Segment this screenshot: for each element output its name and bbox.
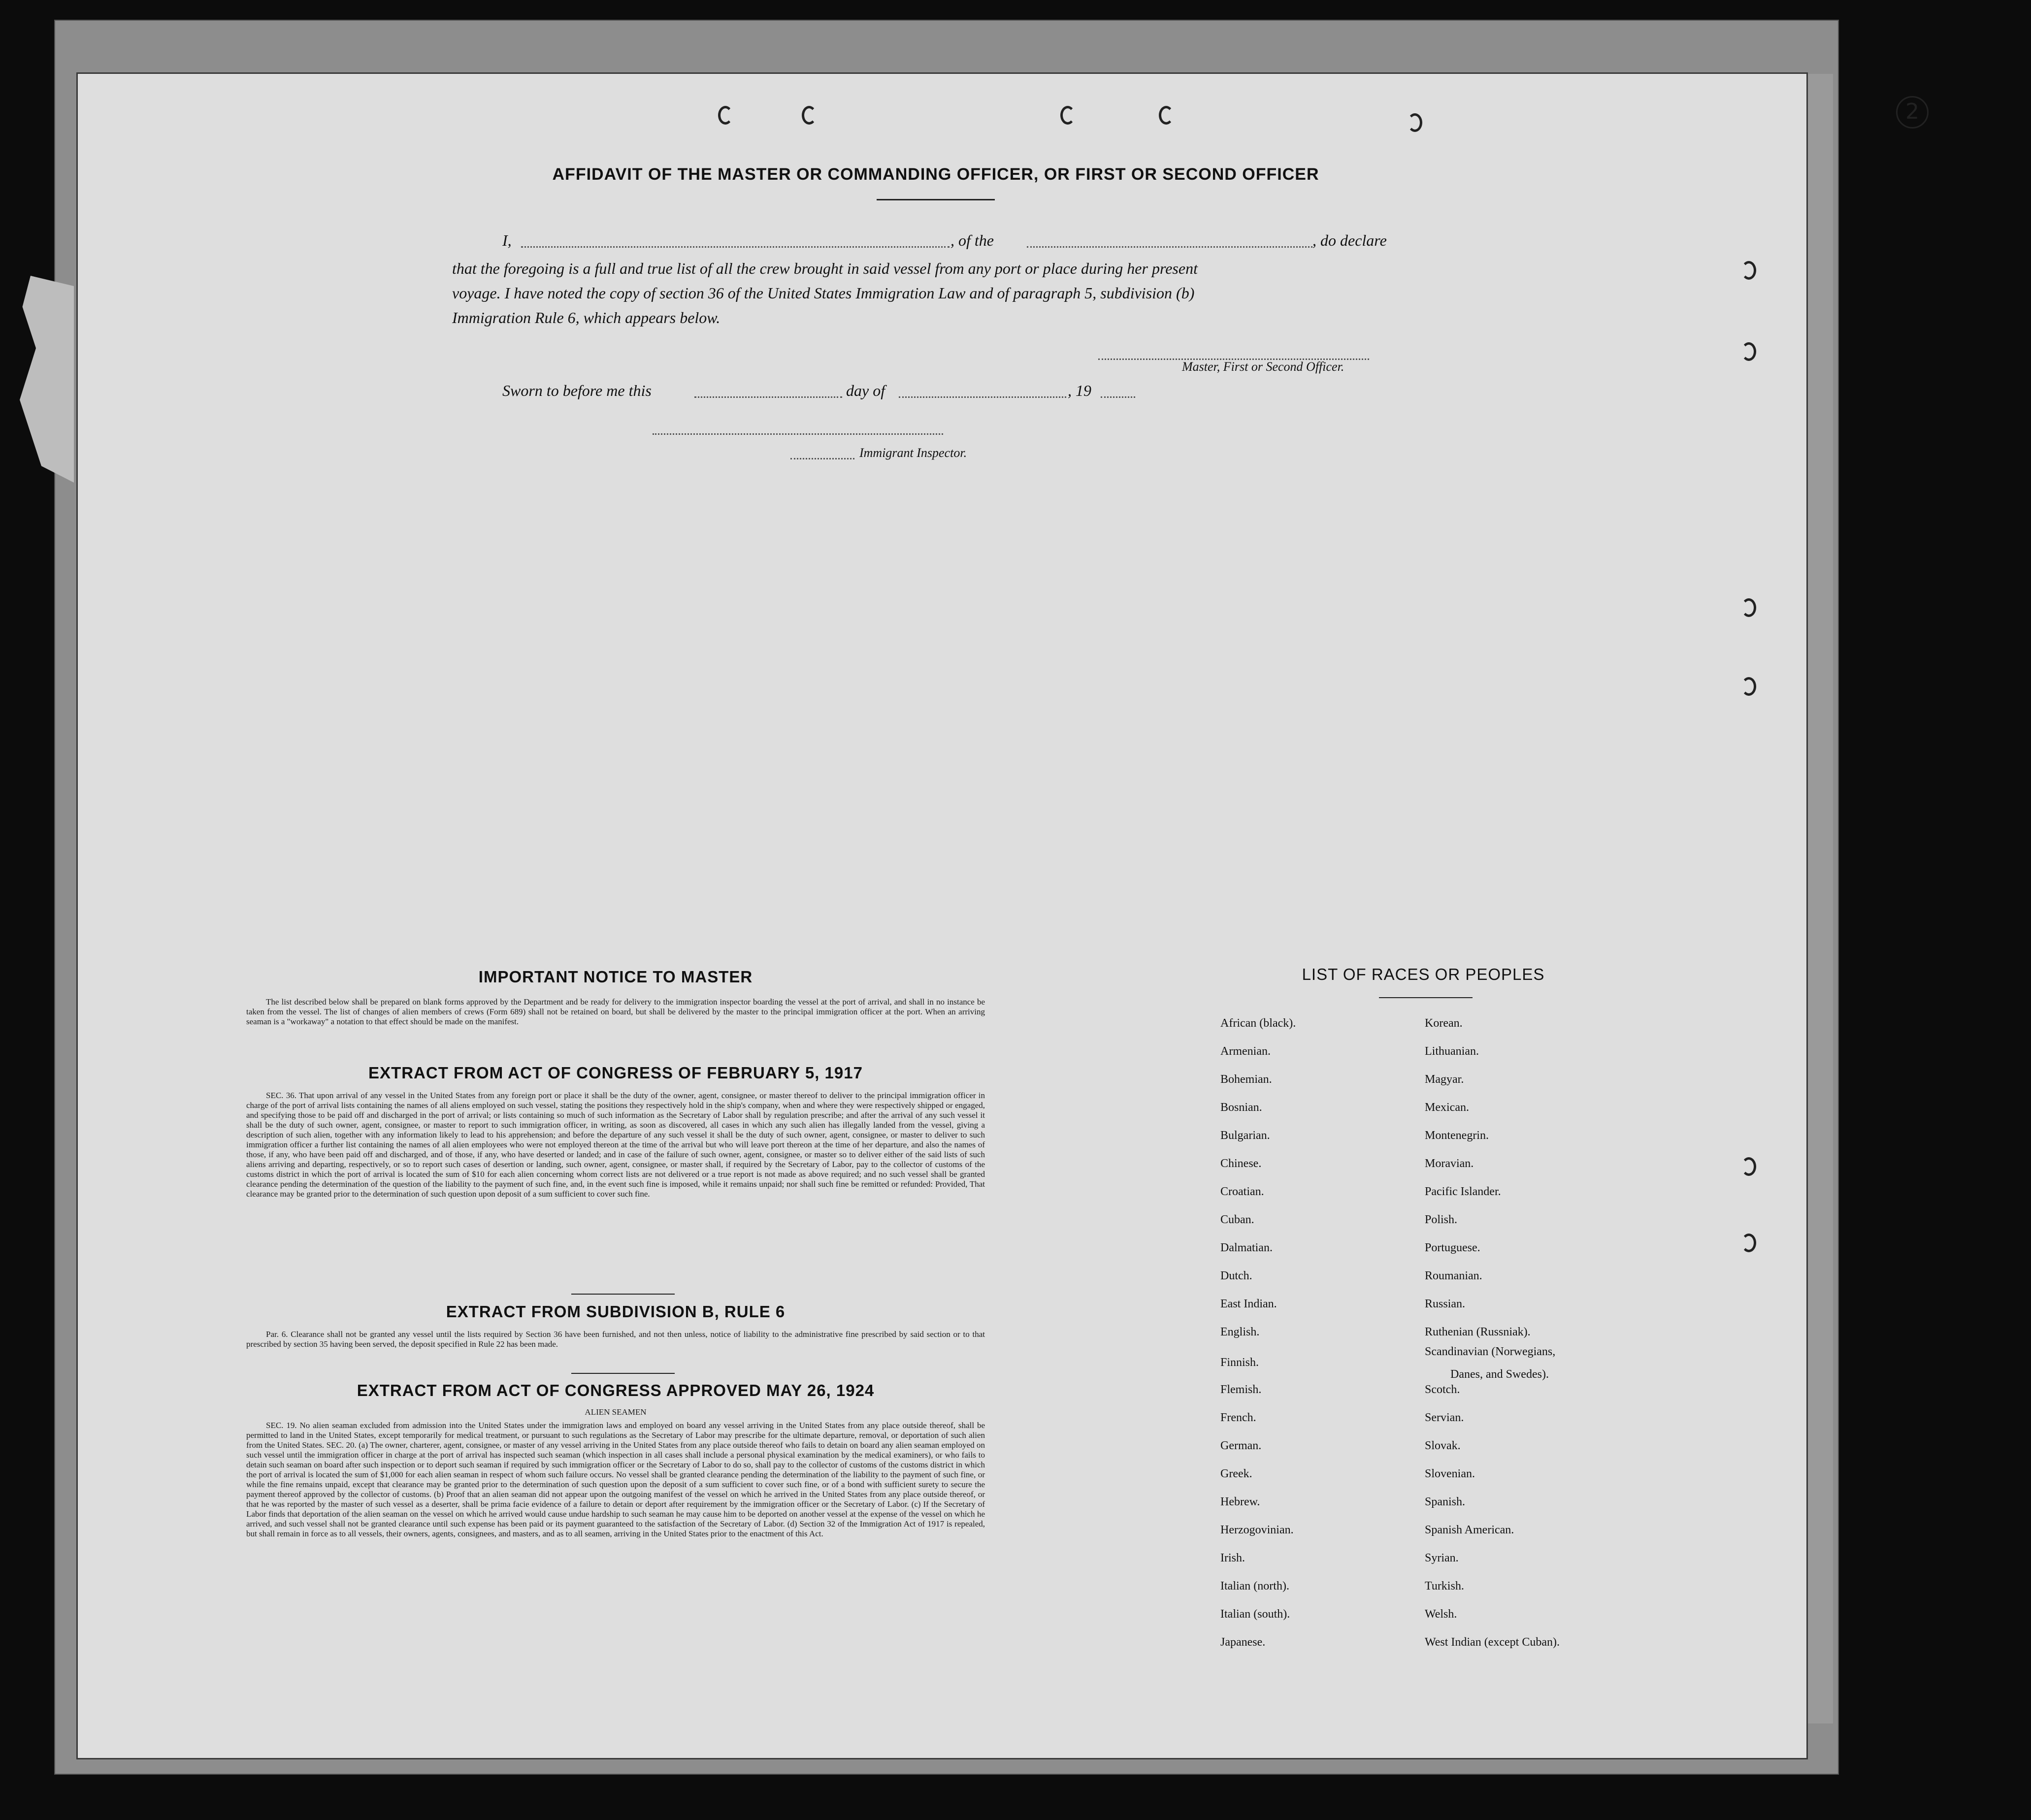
- race-right-8: Portuguese.: [1425, 1241, 1480, 1254]
- extract-1924-subtitle: ALIEN SEAMEN: [585, 1407, 647, 1417]
- affidavit-line-2: that the foregoing is a full and true list of all the crew brought in said vessel from any port or place during her present: [452, 260, 1198, 277]
- race-right-11: Ruthenian (Russniak).: [1425, 1326, 1531, 1338]
- race-left-5: Chinese.: [1220, 1157, 1262, 1170]
- race-left-0: African (black).: [1220, 1017, 1296, 1030]
- race-right-0: Korean.: [1425, 1017, 1463, 1030]
- race-left-6: Croatian.: [1220, 1185, 1264, 1198]
- race-left-7: Cuban.: [1220, 1213, 1254, 1226]
- punch-hole: [1741, 342, 1756, 361]
- race-right-20: Turkish.: [1425, 1580, 1464, 1592]
- race-left-15: German.: [1220, 1439, 1262, 1452]
- name-blank[interactable]: [521, 246, 950, 248]
- sworn-year-blank[interactable]: [1101, 396, 1135, 398]
- sworn-label: Sworn to before me this: [502, 382, 652, 399]
- punch-hole: [1060, 106, 1075, 125]
- race-right-21: Welsh.: [1425, 1608, 1457, 1621]
- inspector-signature-blank[interactable]: [653, 433, 943, 435]
- extract-1917-title: EXTRACT FROM ACT OF CONGRESS OF FEBRUARY 5, 1917: [368, 1064, 863, 1082]
- race-left-8: Dalmatian.: [1220, 1241, 1273, 1254]
- race-right-12: Scandinavian (Norwegians,: [1425, 1345, 1556, 1358]
- punch-hole: [1159, 106, 1174, 125]
- race-right-18: Spanish American.: [1425, 1524, 1514, 1536]
- race-left-21: Italian (south).: [1220, 1608, 1290, 1621]
- race-right-22: West Indian (except Cuban).: [1425, 1636, 1560, 1649]
- year-label: , 19: [1068, 382, 1091, 399]
- signer-label: Master, First or Second Officer.: [1182, 359, 1344, 374]
- race-left-1: Armenian.: [1220, 1045, 1271, 1058]
- race-left-11: English.: [1220, 1326, 1260, 1338]
- race-right-14: Servian.: [1425, 1411, 1464, 1424]
- extract-rule6-body: Par. 6. Clearance shall not be granted any vessel until the lists required by Section 36 have been furnished, and not then unless, notice of liability to the administrative fine prescribed by said section or to that prescribed by section 35 having been served, the deposit specified in Rule 22 has been made.: [246, 1330, 985, 1349]
- notice-body: The list described below shall be prepared on blank forms approved by the Department and be ready for delivery to the immigration inspector boarding the vessel at the port of arrival, and shall in no instance be taken from the vessel. The list of changes of alien members of crews (Form 689) shall not be retained on board, but shall be delivered by the master to the principal immigration officer at the port. When an arriving seaman is a "workaway" a notation to that effect should be made on the manifest.: [246, 997, 985, 1026]
- punch-hole: [1741, 598, 1756, 617]
- race-right-3: Mexican.: [1425, 1101, 1469, 1114]
- punch-hole: [802, 106, 817, 125]
- corner-number-mark: 2: [1896, 96, 1929, 129]
- races-title: LIST OF RACES OR PEOPLES: [1302, 965, 1545, 983]
- race-left-17: Hebrew.: [1220, 1495, 1260, 1508]
- affidavit-title: AFFIDAVIT OF THE MASTER OR COMMANDING OFFICER, OR FIRST OR SECOND OFFICER: [552, 165, 1319, 184]
- race-right-2: Magyar.: [1425, 1073, 1464, 1086]
- extract-1924-title: EXTRACT FROM ACT OF CONGRESS APPROVED MAY 26, 1924: [357, 1381, 875, 1399]
- race-right-10: Russian.: [1425, 1298, 1466, 1310]
- extract-1917-body: SEC. 36. That upon arrival of any vessel in the United States from any foreign port or place it shall be the duty of the owner, agent, consignee, or master thereof to deliver to the principal immigration officer in charge of the port of arrival lists containing the names of all aliens employed on such vessel, stating the positions they respectively hold in the ship's company, when and where they were respectively shipped or engaged, and specifying those to be paid off and discharged in the port of arrival; or lists containing so much of such information as the Secretary of Labor shall by regulation prescribe; and after the arrival of any such vessel it shall be the duty of such owner, agent, consignee, or master to report to such immigration officer, in writing, as soon as discovered, all cases in which any such alien has illegally landed from the vessel, giving a description of such alien, together with any information likely to lead to his apprehension; and before the departure of any such vessel it shall be the duty of such owner, agent, consignee, or master to deliver to such immigration officer a further list containing the names of all alien employees who were not employed thereon at the time of the arrival but who will leave port thereon at the time of her departure, and also the names of those, if any, who have been paid off and discharged, and of those, if any, who have deserted or landed; and in case of the failure of such owner, agent, consignee, or master so to deliver either of the said lists of such aliens arriving and departing, respectively, or so to report such cases of desertion or landing, such owner, agent, consignee, or master shall, if required by the Secretary of Labor, pay to the collector of customs of the customs district in which the port of arrival is located the sum of $10 for each alien concerning whom correct lists are not delivered or a true report is not made as above required; and no such vessel shall be granted clearance pending the determination of the question of the liability to the payment of such fine, and, in the event such fine is imposed, while it remains unpaid; nor shall such fine be remitted or refunded: Provided, That clearance may be granted prior to the determination of such question upon deposit of a sum sufficient to cover such fine.: [246, 1091, 985, 1199]
- extract-1924-body: SEC. 19. No alien seaman excluded from admission into the United States under the immigration laws and employed on board any vessel arriving in the United States from any place outside thereof, shall be permitted to land in the United States, except temporarily for medical treatment, or pursuant to such regulations as the Secretary of Labor may prescribe for the ultimate departure, removal, or deportation of such alien from the United States. SEC. 20. (a) The owner, charterer, agent, consignee, or master of any vessel arriving in the United States from any place outside thereof who fails to detain on board any alien seaman employed on such vessel until the immigration officer in charge at the port of arrival has inspected such seaman (which inspection in all cases shall include a personal physical examination by the medical examiners), or who fails to detain such seaman on board after such inspection or to deport such seaman if required by such immigration officer or the Secretary of Labor to do so, shall pay to the collector of customs of the customs district in which the port of arrival is located the sum of $1,000 for each alien seaman in respect of whom such failure occurs. No vessel shall be granted clearance pending the determination of the liability to the payment of such fine, or while the fine remains unpaid, except that clearance may be granted prior to the determination of such question upon the deposit of a sum sufficient to cover such fine, or of a bond with sufficient surety to secure the payment thereof approved by the collector of customs. (b) Proof that an alien seaman did not appear upon the outgoing manifest of the vessel on which he arrived in the United States from any place outside thereof, or that he was reported by the master of such vessel as a deserter, shall be prima facie evidence of a failure to detain or deport after requirement by the immigration officer or the Secretary of Labor. (c) If the Secretary of Labor finds that deportation of the alien seaman on the vessel on which he arrived would cause undue hardship to such seaman he may cause him to be deported on another vessel at the expense of the vessel on which he arrived, and such vessel shall not be granted clearance until such expense has been paid or its payment guaranteed to the satisfaction of the Secretary of Labor. (d) Section 32 of the Immigration Act of 1917 is repealed, but shall remain in force as to all vessels, their owners, agents, consignees, and masters, and as to all seamen, arriving in the United States prior to the enactment of this Act.: [246, 1421, 985, 1538]
- punch-hole: [1741, 1157, 1756, 1176]
- sworn-day-blank[interactable]: [694, 396, 842, 398]
- inspector-label: Immigrant Inspector.: [859, 446, 967, 460]
- races-scandinavian-cont: Danes, and Swedes).: [1450, 1368, 1549, 1381]
- race-right-1: Lithuanian.: [1425, 1045, 1479, 1058]
- punch-hole: [1408, 113, 1422, 132]
- divider: [571, 1294, 675, 1295]
- race-left-10: East Indian.: [1220, 1298, 1277, 1310]
- race-left-12: Finnish.: [1220, 1356, 1259, 1369]
- punch-hole: [1741, 261, 1756, 280]
- race-right-5: Moravian.: [1425, 1157, 1474, 1170]
- affidavit-declare-label: , do declare: [1312, 231, 1387, 249]
- affidavit-line-3: voyage. I have noted the copy of section 36 of the United States Immigration Law and of paragraph 5, subdivision (b): [452, 284, 1195, 302]
- affidavit-line-4: Immigration Rule 6, which appears below.: [452, 309, 721, 326]
- notice-title: IMPORTANT NOTICE TO MASTER: [478, 968, 753, 986]
- race-right-9: Roumanian.: [1425, 1269, 1482, 1282]
- race-left-22: Japanese.: [1220, 1636, 1266, 1649]
- race-right-16: Slovenian.: [1425, 1467, 1475, 1480]
- affidavit-i-label: I,: [502, 231, 512, 249]
- punch-hole: [1741, 677, 1756, 696]
- race-right-13: Scotch.: [1425, 1383, 1460, 1396]
- race-left-9: Dutch.: [1220, 1269, 1252, 1282]
- punch-hole: [1741, 1234, 1756, 1252]
- race-left-19: Irish.: [1220, 1552, 1245, 1564]
- vessel-blank[interactable]: [1027, 246, 1312, 248]
- race-left-13: Flemish.: [1220, 1383, 1262, 1396]
- race-left-18: Herzogovinian.: [1220, 1524, 1294, 1536]
- extract-rule6-title: EXTRACT FROM SUBDIVISION B, RULE 6: [446, 1302, 786, 1321]
- race-left-3: Bosnian.: [1220, 1101, 1262, 1114]
- divider: [877, 199, 995, 200]
- day-of-label: day of: [846, 382, 885, 399]
- inspector-blank-lead: [790, 458, 854, 459]
- race-left-2: Bohemian.: [1220, 1073, 1272, 1086]
- race-right-19: Syrian.: [1425, 1552, 1459, 1564]
- race-left-14: French.: [1220, 1411, 1256, 1424]
- sworn-month-blank[interactable]: [899, 396, 1066, 398]
- divider: [1379, 997, 1473, 998]
- race-left-4: Bulgarian.: [1220, 1129, 1270, 1142]
- race-left-20: Italian (north).: [1220, 1580, 1289, 1592]
- race-right-4: Montenegrin.: [1425, 1129, 1489, 1142]
- torn-paper-edge: [20, 276, 74, 483]
- race-right-6: Pacific Islander.: [1425, 1185, 1501, 1198]
- race-right-15: Slovak.: [1425, 1439, 1461, 1452]
- race-right-7: Polish.: [1425, 1213, 1458, 1226]
- affidavit-of-label: , of the: [950, 231, 994, 249]
- race-left-16: Greek.: [1220, 1467, 1252, 1480]
- punch-hole: [718, 106, 733, 125]
- divider: [571, 1373, 675, 1374]
- race-right-17: Spanish.: [1425, 1495, 1466, 1508]
